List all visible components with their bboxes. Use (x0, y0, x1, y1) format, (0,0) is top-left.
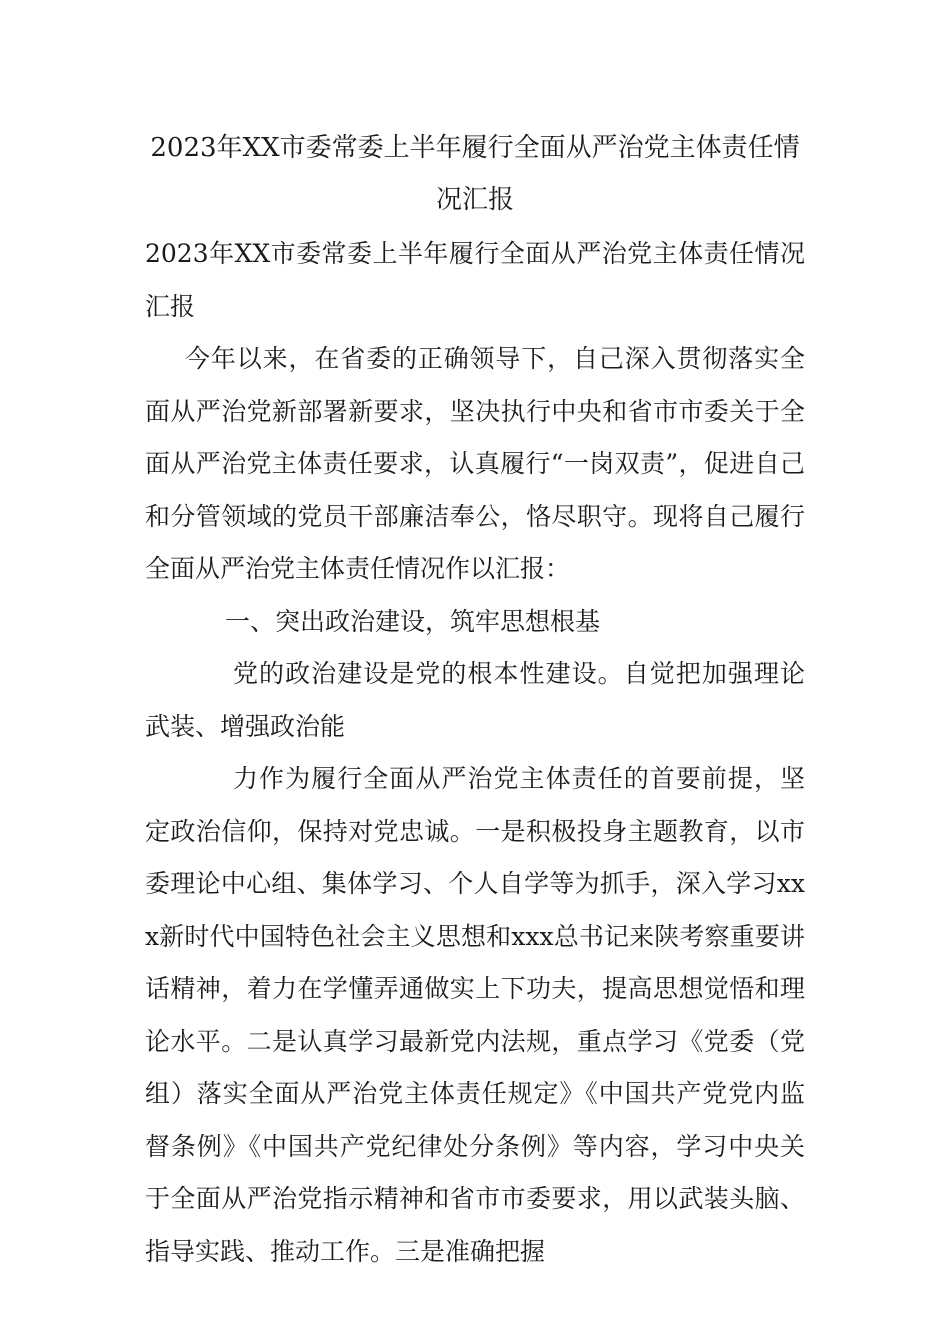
intro-paragraph: 今年以来，在省委的正确领导下，自己深入贯彻落实全面从严治党新部署新要求，坚决执行中央和省市市委关于全面从严治党主体责任要求，认真履行“一岗双责”，促进自己和分管领域的党员干部廉洁奉公，恪尽职守。现将自己履行全面从严治党主体责任情况作以汇报： (145, 344, 805, 583)
section-paragraph-1b: 力作为履行全面从严治党主体责任的首要前提，坚定政治信仰，保持对党忠诚。一是积极投身主题教育，以市委理论中心组、集体学习、个人自学等为抓手，深入学习xxx新时代中国特色社会主义思想和xxx总书记来陕考察重要讲话精神，着力在学懂弄通做实上下功夫，提高思想觉悟和理论水平。二是认真学习最新党内法规，重点学习《党委（党组）落实全面从严治党主体责任规定》《中国共产党党内监督条例》《中国共产党纪律处分条例》等内容，学习中央关于全面从严治党指示精神和省市市委要求，用以武装头脑、指导实践、推动工作。三是准确把握 (145, 764, 805, 1266)
section-paragraph-1a: 党的政治建设是党的根本性建设。自觉把加强理论武装、增强政治能 (145, 659, 805, 741)
section-heading-1: 一、突出政治建设，筑牢思想根基 (225, 606, 601, 636)
repeated-title: 2023年XX市委常委上半年履行全面从严治党主体责任情况汇报 (145, 239, 805, 321)
document-body (145, 228, 805, 1278)
document-title: 2023年XX市委常委上半年履行全面从严治党主体责任情况汇报 (150, 133, 800, 215)
